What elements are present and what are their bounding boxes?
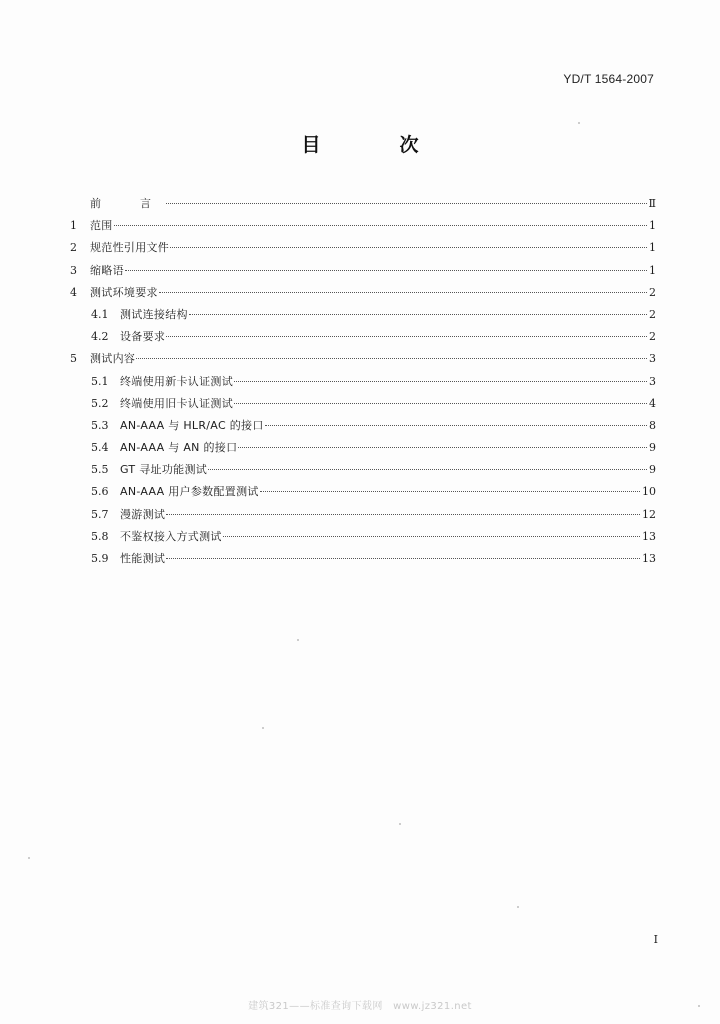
toc-entry[interactable] — [70, 260, 656, 282]
toc-entry-number: 2 — [70, 241, 77, 255]
toc-entry-number: 5.6 — [91, 485, 109, 499]
page-title: 目 次 — [301, 134, 449, 156]
toc-dot-leader — [238, 447, 647, 448]
toc-entry-number: 5.9 — [91, 552, 109, 565]
toc-entry-number: 5.2 — [91, 396, 109, 410]
toc-entry-page: 2 — [649, 307, 656, 321]
toc-entry[interactable] — [70, 348, 656, 370]
toc-entry-label: 设备要求 — [120, 330, 166, 344]
toc-dot-leader — [265, 425, 647, 426]
scan-speck — [262, 727, 264, 729]
watermark: 建筑321——标准查询下载网 www.jz321.net — [248, 1001, 472, 1012]
toc-dot-leader — [125, 270, 647, 271]
toc-entry[interactable] — [70, 526, 656, 548]
toc-dot-leader — [159, 292, 647, 293]
toc-entry-label: 测试内容 — [90, 352, 136, 366]
toc-entry-label: 终端使用旧卡认证测试 — [120, 396, 233, 410]
toc-dot-leader — [166, 514, 640, 515]
toc-entry-label: 范围 — [90, 219, 113, 233]
toc-entry-label: 规范性引用文件 — [90, 241, 170, 255]
toc-entry-number: 5.5 — [91, 463, 109, 477]
toc-entry-number: 4.2 — [91, 330, 109, 344]
toc-entry-page: 3 — [649, 352, 656, 366]
page-number: I — [653, 933, 658, 946]
toc-entry-label: GT 寻址功能测试 — [120, 463, 208, 477]
toc-entry-number: 4.1 — [91, 307, 109, 321]
toc-entry[interactable] — [70, 215, 656, 237]
toc-entry-label: AN-AAA 用户参数配置测试 — [120, 485, 259, 499]
toc-entry[interactable] — [70, 504, 656, 526]
toc-entry[interactable] — [70, 371, 656, 393]
scan-speck — [517, 906, 519, 908]
toc-entry[interactable] — [70, 237, 656, 259]
toc-entry-page: 9 — [649, 463, 656, 477]
standard-code: YD/T 1564-2007 — [563, 72, 654, 86]
toc-entry-label: 测试环境要求 — [90, 285, 158, 299]
toc-entry[interactable] — [70, 304, 656, 326]
toc-entry-page: 1 — [649, 219, 656, 233]
toc-entry-number: 5.8 — [91, 529, 109, 543]
toc-entry-label: AN-AAA 与 AN 的接口 — [120, 441, 238, 455]
toc-entry-number: 5.1 — [91, 374, 109, 388]
toc-entry[interactable] — [70, 548, 656, 570]
scan-speck — [399, 823, 401, 825]
toc-entry-page: 1 — [649, 263, 656, 277]
toc-dot-leader — [234, 381, 647, 382]
toc-entry-number: 5.3 — [91, 418, 109, 432]
toc-entry-number: 5.7 — [91, 507, 109, 521]
toc-entry-page: 13 — [642, 552, 656, 565]
toc-entry-page: 8 — [649, 418, 656, 432]
toc-entry[interactable] — [70, 393, 656, 415]
toc-entry-page: 10 — [642, 485, 656, 499]
toc-dot-leader — [223, 536, 640, 537]
scan-speck — [578, 122, 580, 124]
toc-entry[interactable] — [70, 193, 656, 215]
toc-entry-number: 3 — [70, 263, 77, 277]
toc-entry-number: 5 — [70, 352, 77, 366]
table-of-contents — [70, 193, 656, 570]
toc-entry-page: 2 — [649, 330, 656, 344]
toc-entry-label: 终端使用新卡认证测试 — [120, 374, 233, 388]
toc-entry[interactable] — [70, 459, 656, 481]
toc-entry-label: 前 言 — [90, 197, 165, 210]
toc-dot-leader — [166, 558, 640, 559]
toc-entry-label: 缩略语 — [90, 263, 124, 277]
toc-entry-page: 3 — [649, 374, 656, 388]
toc-entry-number: 4 — [70, 285, 77, 299]
toc-entry-label: 测试连接结构 — [120, 307, 188, 321]
toc-entry-label: AN-AAA 与 HLR/AC 的接口 — [120, 418, 264, 432]
toc-dot-leader — [114, 225, 647, 226]
toc-dot-leader — [166, 203, 647, 204]
toc-entry-page: 2 — [649, 285, 656, 299]
toc-entry-number: 1 — [70, 219, 77, 233]
toc-dot-leader — [136, 358, 647, 359]
toc-entry[interactable] — [70, 481, 656, 503]
toc-entry[interactable] — [70, 437, 656, 459]
toc-entry-label: 漫游测试 — [120, 507, 166, 521]
toc-dot-leader — [170, 247, 647, 248]
toc-entry[interactable] — [70, 326, 656, 348]
toc-entry-page: 4 — [649, 396, 656, 410]
scan-speck — [698, 1005, 700, 1007]
toc-entry-label: 不鉴权接入方式测试 — [120, 529, 222, 543]
scan-speck — [28, 857, 30, 859]
toc-entry-page: 13 — [642, 529, 656, 543]
toc-dot-leader — [189, 314, 647, 315]
toc-entry-page: Ⅱ — [648, 197, 656, 210]
toc-dot-leader — [260, 491, 640, 492]
toc-entry[interactable] — [70, 415, 656, 437]
toc-entry-page: 9 — [649, 441, 656, 455]
scan-speck — [297, 639, 299, 641]
toc-entry-page: 1 — [649, 241, 656, 255]
toc-entry-number: 5.4 — [91, 441, 109, 455]
toc-entry-label: 性能测试 — [120, 552, 166, 565]
toc-entry-page: 12 — [642, 507, 656, 521]
toc-dot-leader — [166, 336, 647, 337]
toc-dot-leader — [208, 469, 647, 470]
toc-dot-leader — [234, 403, 647, 404]
toc-entry[interactable] — [70, 282, 656, 304]
